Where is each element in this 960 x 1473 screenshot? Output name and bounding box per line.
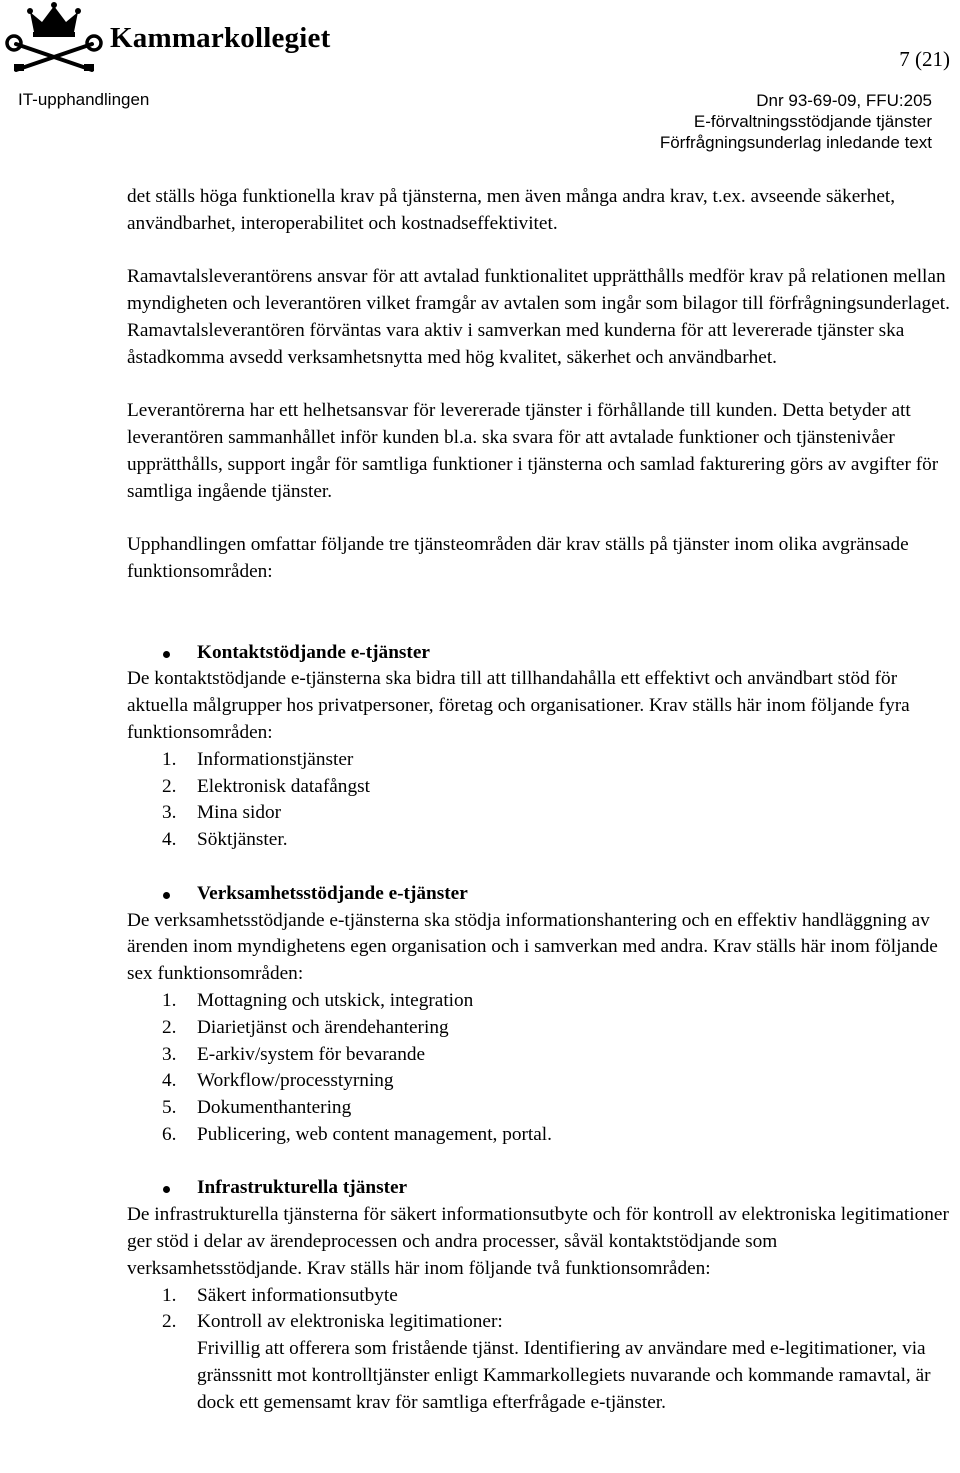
header-subject: E-förvaltningsstödjande tjänster xyxy=(693,112,932,131)
list-item: 2. Diarietjänst och ärendehantering xyxy=(162,1016,449,1038)
function-list xyxy=(127,1283,957,1337)
paragraph: Upphandlingen omfattar följande tre tjänsteområden där krav ställs på tjänster inom olika avgränsade funktionsområden: xyxy=(127,534,909,583)
section-heading: Kontaktstödjande e-tjänster xyxy=(127,640,957,667)
page-number: 7 (21) xyxy=(899,47,950,71)
header-doc-type: Förfrågningsunderlag inledande text xyxy=(659,133,932,152)
paragraph: Ramavtalsleverantörens ansvar för att avtalad funktionalitet upprätthålls medför krav på relationen mellan myndigheten och leverantören vilket framgår av avtalen som ingår som bilagor till förfrågningsunderlaget. Ramavtalsleverantören förväntas vara aktiv i samverkan med kunderna för att levererade tjänster ska åstadkomma avsedd verksamhetsnytta med hög kvalitet, säkerhet och användbarhet. xyxy=(127,266,950,368)
list-item: 6. Publicering, web content management, portal. xyxy=(162,1123,552,1145)
paragraph: det ställs höga funktionella krav på tjänsterna, men även många andra krav, t.ex. avseende säkerhet, användbarhet, interoperabilitet och kostnadseffektivitet. xyxy=(127,186,896,234)
section-infrastrukturella xyxy=(127,1175,957,1416)
list-item: 3. Mina sidor xyxy=(162,802,282,824)
section-text: De infrastrukturella tjänsterna för säkert informationsutbyte och för kontroll av elektroniska legitimationer ger stöd i delar av ärendeprocessen och andra processer, såväl kontaktstödjande som verksamhetsstödjande. Krav ställs här inom följande två funktionsområden: xyxy=(127,1204,949,1279)
list-item: 1. Säkert informationsutbyte xyxy=(162,1284,398,1306)
list-item: 5. Dokumenthantering xyxy=(162,1097,352,1119)
bullet-icon xyxy=(163,892,170,899)
section-verksamhetsstodjande xyxy=(127,881,957,1149)
section-heading: Verksamhetsstödjande e-tjänster xyxy=(127,881,957,908)
section-kontaktstodjande xyxy=(127,640,957,854)
section-text: De verksamhetsstödjande e-tjänsterna ska stödja informationshantering och en effektiv handläggning av ärenden inom myndighetens egen organisation och i samverkan med andra. Krav ställs här inom följande sex funktionsområden: xyxy=(127,909,938,985)
list-item: 4. Söktjänster. xyxy=(162,829,288,851)
kammarkollegiet-logo xyxy=(4,2,331,74)
logo-text: Kammarkollegiet xyxy=(110,22,331,54)
list-item: 3. E-arkiv/system för bevarande xyxy=(162,1043,426,1065)
header-dnr: Dnr 93-69-09, FFU:205 xyxy=(756,91,932,110)
section-text: De kontaktstödjande e-tjänsterna ska bidra till att tillhandahålla ett effektivt och användbart stöd för aktuella målgrupper hos privatpersoner, företag och organisationer. Krav ställs här inom följande fyra funktionsområden: xyxy=(127,668,910,743)
header-left-title: IT-upphandlingen xyxy=(18,90,150,109)
list-item: 2. Kontroll av elektroniska legitimationer: xyxy=(162,1311,503,1333)
list-item: 2. Elektronisk datafångst xyxy=(162,775,370,797)
function-list xyxy=(127,988,957,1149)
crown-keys-icon xyxy=(4,2,104,74)
list-item: 1. Mottagning och utskick, integration xyxy=(162,989,474,1011)
header-right-block xyxy=(660,90,932,153)
function-list xyxy=(127,747,957,854)
section-heading: Infrastrukturella tjänster xyxy=(127,1175,957,1202)
document-body xyxy=(127,184,957,1417)
list-item: 1. Informationstjänster xyxy=(162,748,354,770)
bullet-icon xyxy=(163,1186,170,1193)
list-item: 4. Workflow/processtyrning xyxy=(162,1070,394,1092)
list-item-subtext: Frivillig att offerera som fristående tjänst. Identifiering av användare med e-legitimationer, via gränssnitt mot kontrolltjänster enligt Kammarkollegiets nuvarande och kommande ramavtal, är dock ett gemensamt krav för samtliga efterfrågade e-tjänster. xyxy=(197,1338,931,1413)
paragraph: Leverantörerna har ett helhetsansvar för levererade tjänster i förhållande till kunden. Detta betyder att leverantören sammanhållet inför kunden bl.a. ska svara för att avtalade funktioner och tjänstenivåer upprätthålls, support ingår för samtliga funktioner i tjänsterna och samlad fakturering görs av avgifter för samtliga ingående tjänster. xyxy=(127,400,939,502)
bullet-icon xyxy=(163,651,170,658)
